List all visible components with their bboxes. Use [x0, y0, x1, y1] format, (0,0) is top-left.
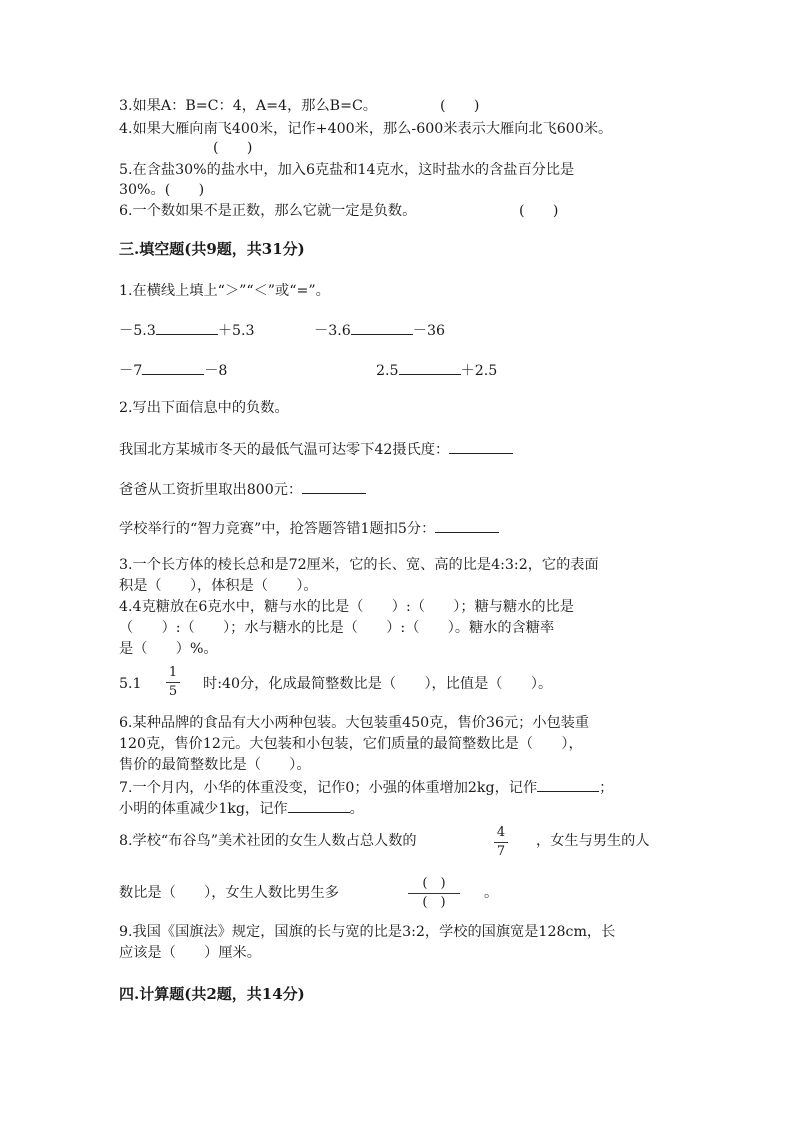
judge-q3: [119, 96, 377, 116]
fraction-numerator: 4: [496, 825, 506, 840]
q1-r1-a: －5.3: [119, 323, 156, 339]
answer-blank[interactable]: [435, 518, 499, 533]
fraction-denominator: 7: [496, 844, 506, 859]
fraction-numerator: 1: [168, 665, 178, 680]
fill-q5-prefix: 5.1: [119, 676, 142, 692]
answer-blank[interactable]: [449, 439, 513, 454]
q1-r1-b: ＋5.3: [217, 323, 255, 339]
fraction-blank[interactable]: [408, 876, 460, 911]
fill-q8-line1-post: ，女生与男生的人: [536, 833, 650, 849]
fill-q8-line2: 数比是（ ），女生人数比男生多: [119, 885, 339, 901]
fill-q2-c: [119, 518, 499, 539]
section-4-title: 四.计算题(共2题，共14分): [119, 985, 305, 1003]
fill-q1-row1-right: [314, 320, 445, 341]
q1-r1-d: －36: [412, 323, 446, 339]
q2-c-text: 学校举行的“智力竞赛”中，抢答题答错1题扣5分：: [119, 521, 436, 537]
judge-q6-paren: ( ): [519, 203, 559, 219]
answer-blank[interactable]: [351, 320, 413, 335]
fill-q2-a: [119, 439, 513, 460]
fill-q7-line2: [119, 798, 364, 819]
q7-a-post: ；: [599, 780, 614, 796]
fill-q4-line1: 4.4克糖放在6克水中，糖与水的比是（ ）:（ ）；糖与糖水的比是: [119, 599, 574, 615]
fill-q1-row1-left: [119, 320, 255, 341]
fraction-denominator: 5: [168, 684, 178, 699]
q1-r2-b: －8: [204, 363, 228, 379]
fraction-bar: [494, 842, 508, 843]
q2-b-text: 爸爸从工资折里取出800元：: [119, 482, 303, 498]
judge-q3-text: 3.如果A：B=C：4，A=4，那么B=C。: [119, 98, 377, 114]
fill-q3-line2: 积是（ ），体积是（ ）。: [119, 578, 318, 594]
fraction-numerator: ( ): [422, 876, 446, 891]
fill-q4-line2: （ ）:（ ）；水与糖水的比是（ ）:（ ）。糖水的含糖率: [119, 620, 555, 636]
fraction-denominator: ( ): [422, 895, 446, 910]
q1-r2-d: ＋2.5: [460, 363, 498, 379]
judge-q3-paren: ( ): [440, 98, 480, 114]
judge-q5-line2: 30%。( ): [119, 182, 205, 198]
answer-blank[interactable]: [288, 798, 350, 813]
judge-q4: 4.如果大雁向南飞400米，记作+400米，那么-600米表示大雁向北飞600米。: [119, 121, 613, 137]
fill-q3-line1: 3.一个长方体的棱长总和是72厘米，它的长、宽、高的比是4:3:2，它的表面: [119, 557, 599, 573]
q1-r2-c: 2.5: [376, 363, 399, 379]
fill-q8-line1: 8.学校“布谷鸟”美术社团的女生人数占总人数的: [119, 833, 417, 849]
fill-q9-line2: 应该是（ ）厘米。: [119, 945, 261, 961]
fill-q1-row2-left: [119, 360, 227, 381]
fill-q6-line1: 6.某种品牌的食品有大小两种包装。大包装重450克，售价36元；小包装重: [119, 715, 590, 731]
q7-b-post: 。: [349, 801, 364, 817]
fill-q4-line3: 是（ ）%。: [119, 641, 218, 657]
fill-q5-rest: 时:40分，化成最简整数比是（ ），比值是（ ）。: [203, 676, 553, 692]
fill-q6-line3: 售价的最简整数比是（ ）。: [119, 757, 311, 773]
judge-q6: 6.一个数如果不是正数，那么它就一定是负数。: [119, 203, 417, 219]
answer-blank[interactable]: [156, 320, 218, 335]
fill-q1: 1.在横线上填上“＞”“＜”或“=”。: [119, 283, 330, 299]
fill-q2-b: [119, 479, 366, 500]
fill-q7-line1: [119, 777, 613, 798]
judge-q4-paren: ( ): [213, 140, 253, 156]
fraction-four-sevenths: [494, 825, 508, 860]
fill-q9-line1: 9.我国《国旗法》规定，国旗的长与宽的比是3:2，学校的国旗宽是128cm，长: [119, 924, 616, 940]
fraction-one-fifth: [166, 665, 180, 700]
q7-a-text: 7.一个月内，小华的体重没变，记作0；小强的体重增加2kg，记作: [119, 780, 538, 796]
answer-blank[interactable]: [537, 777, 599, 792]
q1-r1-c: －3.6: [314, 323, 351, 339]
q2-a-text: 我国北方某城市冬天的最低气温可达零下42摄氏度：: [119, 442, 450, 458]
answer-blank[interactable]: [142, 360, 204, 375]
q1-r2-a: －7: [119, 363, 143, 379]
answer-blank[interactable]: [302, 479, 366, 494]
fill-q6-line2: 120克，售价12元。大包装和小包装，它们质量的最简整数比是（ ），: [119, 736, 583, 752]
fill-q8-line2-post: 。: [484, 885, 499, 901]
section-3-title: 三.填空题(共9题，共31分): [119, 240, 305, 258]
fill-q1-row2-right: [376, 360, 497, 381]
fraction-bar: [166, 682, 180, 683]
fill-q2: 2.写出下面信息中的负数。: [119, 400, 289, 416]
judge-q5-line1: 5.在含盐30%的盐水中，加入6克盐和14克水，这时盐水的含盐百分比是: [119, 162, 575, 178]
fraction-bar: [408, 893, 460, 894]
q7-b-text: 小明的体重减少1kg，记作: [119, 801, 288, 817]
answer-blank[interactable]: [399, 360, 461, 375]
